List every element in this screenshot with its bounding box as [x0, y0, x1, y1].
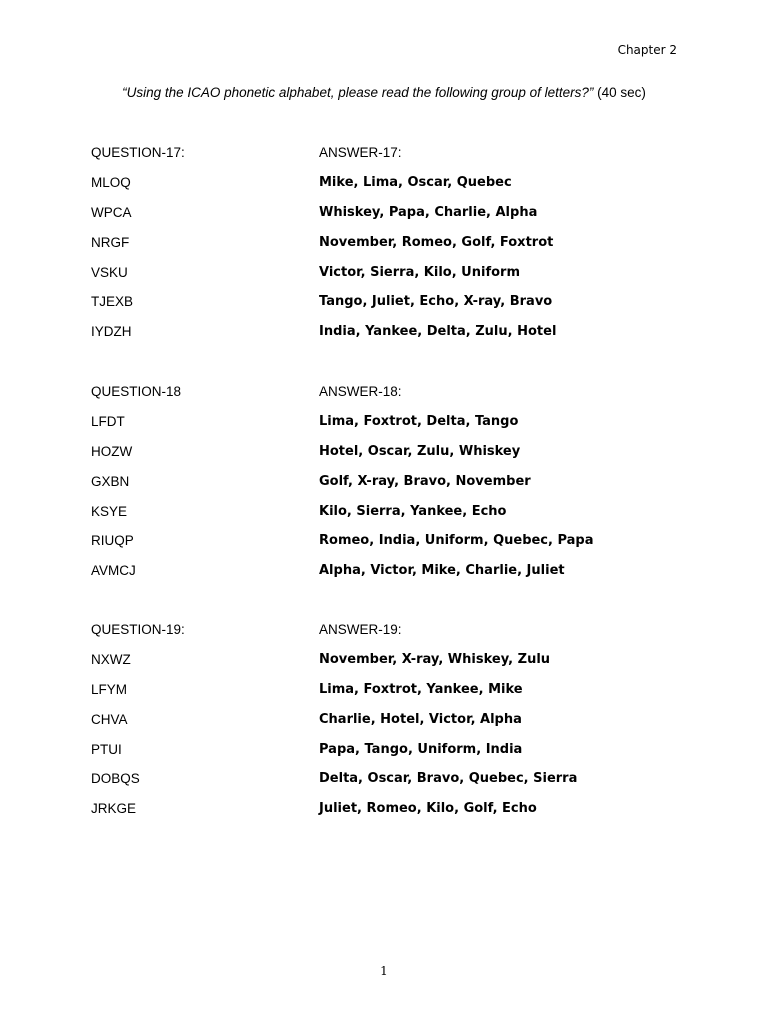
- phonetic-answer: Charlie, Hotel, Victor, Alpha: [319, 711, 522, 727]
- table-row: [91, 168, 691, 198]
- letter-group: DOBQS: [91, 771, 140, 787]
- phonetic-answer: November, Romeo, Golf, Foxtrot: [319, 234, 554, 250]
- chapter-header: Chapter 2: [617, 43, 677, 57]
- letter-group: RIUQP: [91, 533, 134, 549]
- letter-group: VSKU: [91, 264, 128, 280]
- phonetic-answer: Golf, X-ray, Bravo, November: [319, 473, 531, 489]
- table-row: [91, 764, 691, 794]
- table-row: [91, 407, 691, 437]
- letter-group: HOZW: [91, 443, 133, 459]
- question-section-17: [91, 138, 691, 347]
- table-row: [91, 317, 691, 347]
- table-row: [91, 437, 691, 467]
- phonetic-answer: Mike, Lima, Oscar, Quebec: [319, 175, 512, 191]
- phonetic-answer: Hotel, Oscar, Zulu, Whiskey: [319, 443, 521, 459]
- table-row: [91, 734, 691, 764]
- letter-group: LFDT: [91, 414, 125, 430]
- letter-group: AVMCJ: [91, 563, 136, 579]
- letter-group: KSYE: [91, 503, 128, 519]
- letter-group: CHVA: [91, 711, 128, 727]
- letter-group: MLOQ: [91, 175, 131, 191]
- table-row: [91, 257, 691, 287]
- prompt-quote: “Using the ICAO phonetic alphabet, please read the following group of letters?”: [122, 85, 594, 100]
- question-label: QUESTION-19:: [91, 622, 185, 638]
- question-section-19: [91, 615, 691, 824]
- table-row: [91, 645, 691, 675]
- phonetic-answer: Lima, Foxtrot, Delta, Tango: [319, 414, 519, 430]
- table-row: [91, 198, 691, 228]
- letter-group: NXWZ: [91, 652, 131, 668]
- table-row: [91, 466, 691, 496]
- table-row: [91, 556, 691, 586]
- letter-group: TJEXB: [91, 294, 134, 310]
- letter-group: LFYM: [91, 681, 128, 697]
- phonetic-answer: India, Yankee, Delta, Zulu, Hotel: [319, 324, 557, 340]
- phonetic-answer: Juliet, Romeo, Kilo, Golf, Echo: [319, 801, 537, 817]
- section-header-row: [91, 138, 691, 168]
- section-header-row: [91, 377, 691, 407]
- table-row: [91, 496, 691, 526]
- phonetic-answer: Kilo, Sierra, Yankee, Echo: [319, 503, 507, 519]
- phonetic-answer: Alpha, Victor, Mike, Charlie, Juliet: [319, 563, 565, 579]
- question-label: QUESTION-17:: [91, 145, 185, 161]
- table-row: [91, 704, 691, 734]
- letter-group: NRGF: [91, 234, 130, 250]
- phonetic-answer: Whiskey, Papa, Charlie, Alpha: [319, 204, 538, 220]
- letter-group: WPCA: [91, 204, 132, 220]
- letter-group: GXBN: [91, 473, 130, 489]
- phonetic-answer: Papa, Tango, Uniform, India: [319, 741, 523, 757]
- instruction-prompt: [0, 85, 768, 100]
- section-header-row: [91, 615, 691, 645]
- question-section-18: [91, 377, 691, 586]
- letter-group: PTUI: [91, 741, 122, 757]
- answer-label: ANSWER-19:: [319, 622, 402, 638]
- phonetic-answer: November, X-ray, Whiskey, Zulu: [319, 652, 551, 668]
- phonetic-answer: Delta, Oscar, Bravo, Quebec, Sierra: [319, 771, 578, 787]
- answer-label: ANSWER-17:: [319, 145, 402, 161]
- letter-group: JRKGE: [91, 801, 137, 817]
- letter-group: IYDZH: [91, 324, 132, 340]
- question-label: QUESTION-18: [91, 384, 182, 400]
- answer-label: ANSWER-18:: [319, 384, 402, 400]
- table-row: [91, 227, 691, 257]
- phonetic-answer: Romeo, India, Uniform, Quebec, Papa: [319, 533, 594, 549]
- table-row: [91, 287, 691, 317]
- prompt-time: (40 sec): [597, 85, 646, 100]
- phonetic-answer: Victor, Sierra, Kilo, Uniform: [319, 264, 520, 280]
- phonetic-answer: Lima, Foxtrot, Yankee, Mike: [319, 681, 523, 697]
- table-row: [91, 794, 691, 824]
- table-row: [91, 675, 691, 705]
- phonetic-answer: Tango, Juliet, Echo, X-ray, Bravo: [319, 294, 553, 310]
- table-row: [91, 526, 691, 556]
- page-number: 1: [380, 964, 388, 978]
